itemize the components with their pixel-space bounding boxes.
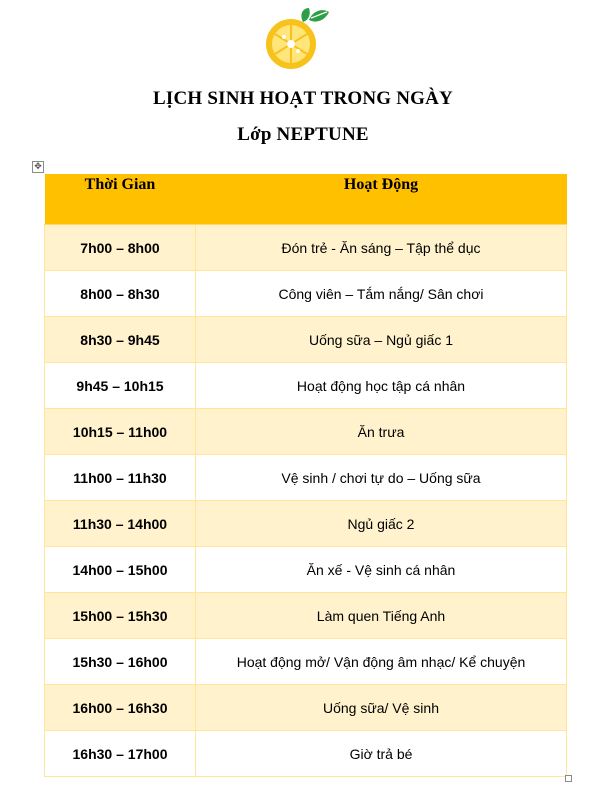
- activity-cell: Ăn xế - Vệ sinh cá nhân: [196, 547, 567, 593]
- activity-cell: Vệ sinh / chơi tự do – Uống sữa: [196, 455, 567, 501]
- time-cell: 11h30 – 14h00: [45, 501, 196, 547]
- table-row: [45, 501, 567, 547]
- time-cell: 7h00 – 8h00: [45, 225, 196, 271]
- column-header-activity: Hoạt Động: [196, 174, 567, 225]
- table-row: [45, 593, 567, 639]
- lemon-logo-icon: [263, 6, 339, 72]
- activity-cell: Công viên – Tắm nắng/ Sân chơi: [196, 271, 567, 317]
- table-header-row: [45, 174, 567, 225]
- time-cell: 15h30 – 16h00: [45, 639, 196, 685]
- table-row: [45, 225, 567, 271]
- table-resize-handle[interactable]: [565, 775, 572, 782]
- time-cell: 10h15 – 11h00: [45, 409, 196, 455]
- table-move-handle-icon[interactable]: ✥: [32, 161, 44, 173]
- activity-cell: Ngủ giấc 2: [196, 501, 567, 547]
- activity-cell: Uống sữa – Ngủ giấc 1: [196, 317, 567, 363]
- table-row: [45, 455, 567, 501]
- column-header-time: Thời Gian: [45, 174, 196, 225]
- activity-cell: Giờ trả bé: [196, 731, 567, 777]
- activity-cell: Hoạt động học tập cá nhân: [196, 363, 567, 409]
- table-row: [45, 409, 567, 455]
- time-cell: 9h45 – 10h15: [45, 363, 196, 409]
- page-title: LỊCH SINH HOẠT TRONG NGÀY: [153, 88, 453, 109]
- schedule-table: [44, 174, 567, 777]
- time-cell: 14h00 – 15h00: [45, 547, 196, 593]
- time-cell: 16h00 – 16h30: [45, 685, 196, 731]
- time-cell: 16h30 – 17h00: [45, 731, 196, 777]
- class-subtitle: Lớp NEPTUNE: [237, 124, 369, 145]
- activity-cell: Hoạt động mở/ Vận động âm nhạc/ Kể chuyện: [196, 639, 567, 685]
- activity-cell: Làm quen Tiếng Anh: [196, 593, 567, 639]
- table-row: [45, 271, 567, 317]
- table-row: [45, 639, 567, 685]
- table-row: [45, 731, 567, 777]
- table-row: [45, 363, 567, 409]
- activity-cell: Đón trẻ - Ăn sáng – Tập thể dục: [196, 225, 567, 271]
- table-row: [45, 685, 567, 731]
- time-cell: 11h00 – 11h30: [45, 455, 196, 501]
- time-cell: 15h00 – 15h30: [45, 593, 196, 639]
- activity-cell: Uống sữa/ Vệ sinh: [196, 685, 567, 731]
- table-row: [45, 547, 567, 593]
- time-cell: 8h30 – 9h45: [45, 317, 196, 363]
- activity-cell: Ăn trưa: [196, 409, 567, 455]
- table-row: [45, 317, 567, 363]
- time-cell: 8h00 – 8h30: [45, 271, 196, 317]
